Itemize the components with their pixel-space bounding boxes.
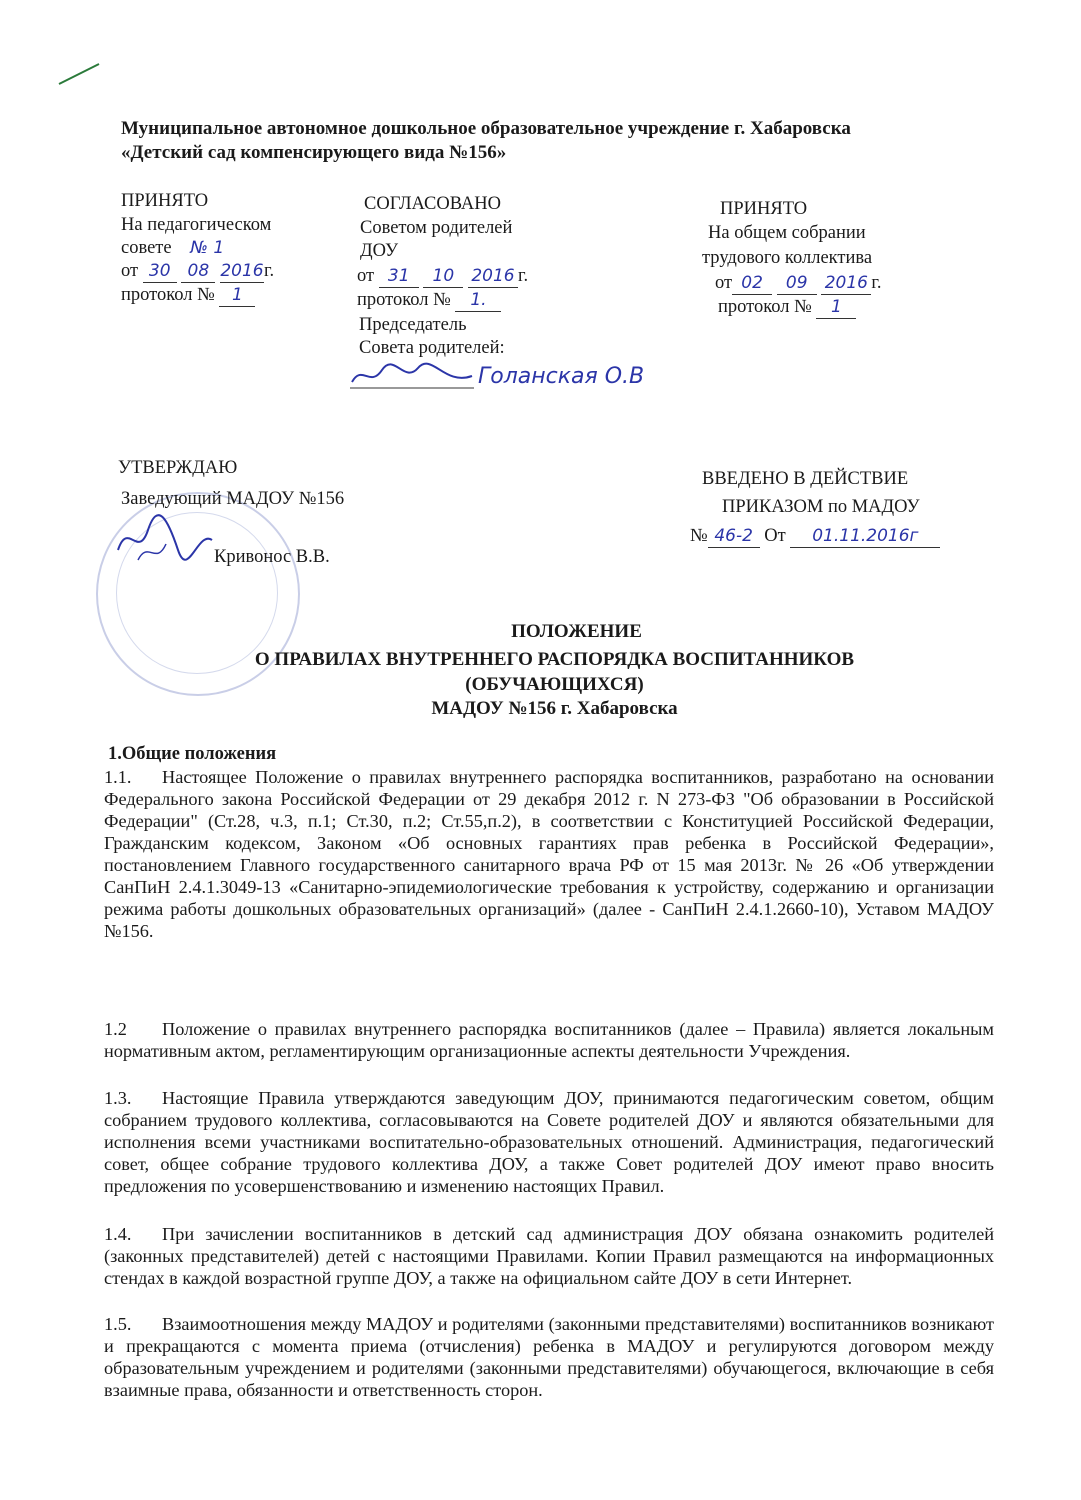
agreed-line1: Советом родителей bbox=[360, 218, 513, 238]
accepted-general-line2: трудового коллектива bbox=[702, 248, 873, 268]
agreed-title: СОГЛАСОВАНО bbox=[364, 194, 501, 214]
date-month: 08 bbox=[181, 260, 215, 283]
date-year: 2016 bbox=[220, 261, 264, 281]
accepted-general-date bbox=[715, 272, 881, 295]
doc-title-line2: О ПРАВИЛАХ ВНУТРЕННЕГО РАСПОРЯДКА ВОСПИТАННИКОВ bbox=[254, 649, 855, 670]
accepted-protocol bbox=[121, 284, 255, 307]
date-suffix: г. bbox=[871, 273, 882, 293]
date-prefix: от bbox=[357, 266, 375, 286]
protocol-label: протокол № bbox=[357, 290, 451, 310]
accepted-general-line1: На общем собрании bbox=[708, 223, 866, 243]
accepted-general-title: ПРИНЯТО bbox=[720, 199, 808, 219]
agreed-protocol bbox=[357, 289, 501, 312]
accepted-line1: На педагогическом bbox=[121, 215, 272, 235]
protocol-label: протокол № bbox=[121, 285, 215, 305]
date-suffix: г. bbox=[263, 261, 275, 281]
director-signature bbox=[108, 510, 218, 570]
chair-label1: Председатель bbox=[359, 315, 467, 335]
paragraph-1-5 bbox=[104, 1313, 994, 1401]
date-suffix: г. bbox=[517, 266, 529, 286]
date-prefix: от bbox=[121, 261, 139, 281]
accepted-line2-text: совете bbox=[121, 238, 172, 258]
paragraph-number: 1.5. bbox=[104, 1314, 132, 1334]
agreed-date bbox=[357, 265, 528, 288]
chair-signature-name: Голанская О.В bbox=[478, 364, 645, 389]
order-number: 46-2 bbox=[708, 525, 760, 548]
institution-name-line1: Муниципальное автономное дошкольное образовательное учреждение г. Хабаровска bbox=[121, 118, 851, 139]
accepted-date bbox=[121, 260, 274, 283]
order-date: 01.11.2016г bbox=[790, 525, 940, 548]
section-heading: 1.Общие положения bbox=[108, 744, 277, 764]
pen-mark bbox=[55, 58, 105, 88]
protocol-number: 1 bbox=[219, 284, 255, 307]
paragraph-number: 1.2 bbox=[104, 1019, 127, 1039]
paragraph-1-1 bbox=[104, 766, 994, 942]
approve-title: УТВЕРЖДАЮ bbox=[118, 458, 238, 478]
date-year: 2016 bbox=[821, 272, 871, 295]
date-year: 2016 bbox=[468, 265, 518, 288]
date-day: 30 bbox=[143, 260, 177, 283]
accepted-general-protocol bbox=[718, 296, 856, 319]
doc-title-line4: МАДОУ №156 г. Хабаровска bbox=[431, 698, 678, 719]
paragraph-1-4 bbox=[104, 1223, 994, 1289]
paragraph-1-3 bbox=[104, 1087, 994, 1197]
chair-signature bbox=[348, 358, 478, 392]
protocol-number: 1 bbox=[816, 296, 856, 319]
approve-position: Заведующий МАДОУ №156 bbox=[121, 489, 345, 509]
paragraph-number: 1.1. bbox=[104, 767, 132, 787]
paragraph-text: Настоящие Правила утверждаются заведующим ДОУ, принимаются педагогическим советом, общим собранием трудового коллектива, согласовываются на Совете родителей ДОУ и являются обязательными для исполнения всеми участниками воспитательно-образовательных отношений. Администрация, педагогический совет, общее собрание трудового коллектива ДОУ, а также Совет родителей ДОУ имеют право вносить предложения по усовершенствованию и изменению настоящих Правил. bbox=[104, 1088, 994, 1196]
paragraph-text: При зачислении воспитанников в детский сад администрация ДОУ обязана ознакомить родителей (законных представителей) детей с настоящими Правилами. Копии Правил размещаются на информационных стендах в каждой возрастной группе ДОУ, а также на официальном сайте ДОУ в сети Интернет. bbox=[104, 1224, 994, 1288]
date-month: 09 bbox=[777, 272, 817, 295]
date-prefix: от bbox=[715, 273, 733, 293]
enacted-order bbox=[690, 525, 940, 548]
accepted-line2 bbox=[121, 237, 224, 259]
doc-title-line3: (ОБУЧАЮЩИХСЯ) bbox=[465, 674, 644, 695]
protocol-label: протокол № bbox=[718, 297, 812, 317]
paragraph-text: Положение о правилах внутреннего распорядка воспитанников (далее – Правила) является локальным нормативным актом, регламентирующим организационные аспекты деятельности Учреждения. bbox=[104, 1019, 994, 1061]
paragraph-text: Взаимоотношения между МАДОУ и родителями (законными представителями) воспитанников возникают и прекращаются с момента приема (отчисления) ребенка в МАДОУ и регулируются договором между образовательным учреждением и родителями (законными представителями) обучающегося, включающие в себя взаимные права, обязанности и ответственность сторон. bbox=[104, 1314, 994, 1400]
paragraph-1-2 bbox=[104, 1018, 994, 1062]
date-day: 02 bbox=[732, 272, 772, 295]
accepted-title: ПРИНЯТО bbox=[121, 191, 209, 211]
paragraph-text: Настоящее Положение о правилах внутреннего распорядка воспитанников, разработано на основании Федерального закона Российской Федерации от 29 декабря 2012 г. N 273-ФЗ "Об образовании в Российской Федерации" (Ст.28, ч.3, п.1; Ст.30, п.2; Ст.55,п.2), в соответствии с Конституцией Российской Федерации, Гражданским кодексом, Законом «Об основных гарантиях прав ребенка в Российской Федерации», постановлением Главного государственного санитарного врача РФ от 15 мая 2013г. № 26 «Об утверждении СанПиН 2.4.1.3049-13 «Санитарно-эпидемиологические требования к устройству, содержанию и организации режима работы дошкольных образовательных организаций» (далее - СанПиН 2.4.1.2660-10), Уставом МАДОУ №156. bbox=[104, 767, 994, 941]
enacted-title: ВВЕДЕНО В ДЕЙСТВИЕ bbox=[702, 469, 909, 489]
protocol-number: 1. bbox=[455, 289, 501, 312]
approve-name: Кривонос В.В. bbox=[214, 547, 330, 567]
agreed-line2: ДОУ bbox=[360, 241, 399, 261]
handwritten-council-number: № 1 bbox=[190, 238, 225, 258]
paragraph-number: 1.4. bbox=[104, 1224, 132, 1244]
institution-name-line2: «Детский сад компенсирующего вида №156» bbox=[121, 142, 507, 163]
enacted-line1: ПРИКАЗОМ по МАДОУ bbox=[722, 497, 920, 517]
doc-title-line1: ПОЛОЖЕНИЕ bbox=[511, 621, 642, 642]
order-number-prefix: № bbox=[690, 526, 708, 546]
date-day: 31 bbox=[379, 265, 419, 288]
date-month: 10 bbox=[423, 265, 463, 288]
paragraph-number: 1.3. bbox=[104, 1088, 132, 1108]
chair-label2: Совета родителей: bbox=[359, 338, 505, 358]
order-date-prefix: От bbox=[764, 526, 786, 546]
